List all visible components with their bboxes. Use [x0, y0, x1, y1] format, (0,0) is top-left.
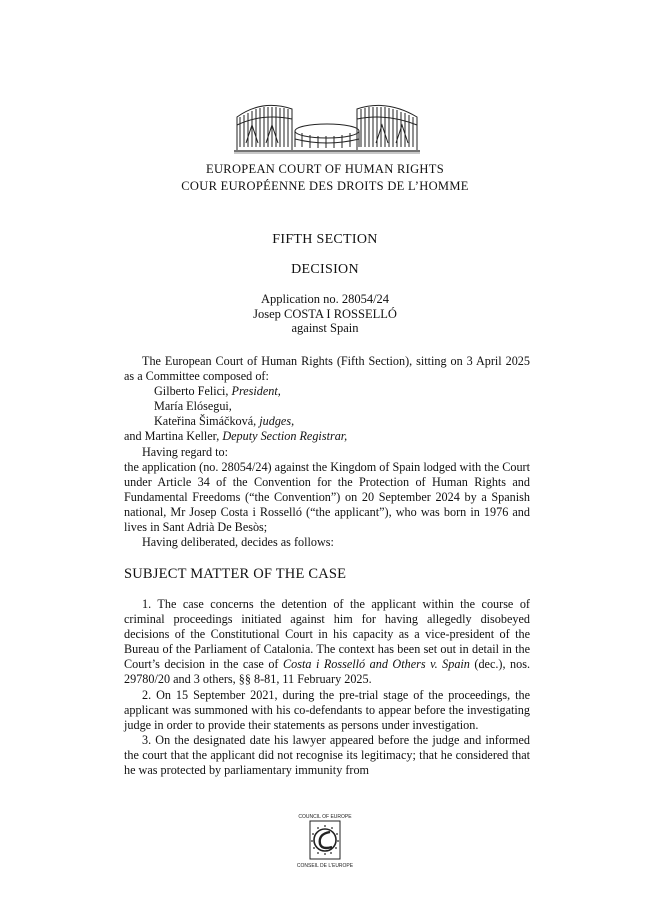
- applicant-name: Josep COSTA I ROSSELLÓ: [253, 306, 397, 321]
- judge-name: María Elósegui,: [154, 399, 232, 414]
- court-name-french: COUR EUROPÉENNE DES DROITS DE L’HOMME: [181, 179, 469, 193]
- application-block: [0, 292, 650, 336]
- coe-name-french: CONSEIL DE L’EUROPE: [296, 863, 354, 869]
- respondent-state: against Spain: [291, 321, 359, 335]
- judge-name: Gilberto Felici,: [154, 384, 229, 399]
- registrar-line: [124, 429, 530, 444]
- section-title: FIFTH SECTION: [272, 232, 378, 247]
- registrar-name: and Martina Keller,: [124, 429, 220, 444]
- court-name-english: EUROPEAN COURT OF HUMAN RIGHTS: [206, 162, 444, 176]
- paragraph-2: 2. On 15 September 2021, during the pre-trial stage of the proceedings, the applicant was summoned with his co-defendants to appear before the investigating judge in order to provide their statements as persons under investigation.: [124, 687, 530, 732]
- court-building-logo: [232, 95, 422, 157]
- judge-line-2: [124, 399, 530, 414]
- application-paragraph: the application (no. 28054/24) against the Kingdom of Spain lodged with the Court under Article 34 of the Convention for the Protection of Human Rights and Fundamental Freedoms (“the Convention”) on 20 September 2024 by a Spanish national, Mr Josep Costa i Rosselló (“the applicant”), who was born in 1976 and lives in Sant Adrià De Besòs;: [124, 459, 530, 535]
- paragraph-3: 3. On the designated date his lawyer appeared before the judge and informed the court that the applicant did not recognise its legitimacy; that he considered that he was protected by parliamentary immunity from: [124, 732, 530, 778]
- case-citation: Costa i Rosselló and Others v. Spain: [283, 657, 470, 672]
- paragraph-1-text: 1. The case concerns the detention of the applicant within the course of criminal proceedings initiated against him for having allegedly disobeyed decisions of the Constitutional Court in his capacity as a vice-president of the Bureau of the Parliament of Catalonia. The context has been set out in detail in the Court’s decision in the case of: [124, 597, 530, 672]
- judge-line-1: [124, 384, 530, 399]
- coe-name-english: COUNCIL OF EUROPE: [298, 814, 352, 820]
- paragraph-1: [124, 597, 530, 688]
- registrar-role: Deputy Section Registrar,: [222, 429, 348, 444]
- application-number: Application no. 28054/24: [260, 292, 390, 306]
- intro-section: [124, 354, 530, 550]
- judge-role: President,: [231, 384, 281, 399]
- paragraph-1-citation: (dec.), nos. 29780/20 and 3 others, §§ 8-81, 11 February 2025.: [124, 657, 531, 687]
- intro-paragraph: The European Court of Human Rights (Fifth Section), sitting on 3 April 2025 as a Committee composed of:: [124, 354, 530, 384]
- council-of-europe-logo: [290, 812, 360, 870]
- having-regard: Having regard to:: [142, 444, 228, 459]
- judge-name: Kateřina Šimáčková,: [154, 414, 257, 429]
- subject-section: [124, 597, 530, 778]
- judge-line-3: [124, 414, 530, 429]
- subject-matter-heading: SUBJECT MATTER OF THE CASE: [124, 566, 347, 582]
- judge-role: judges,: [259, 414, 295, 429]
- decision-title: DECISION: [291, 262, 359, 277]
- deliberated-line: Having deliberated, decides as follows:: [142, 535, 334, 550]
